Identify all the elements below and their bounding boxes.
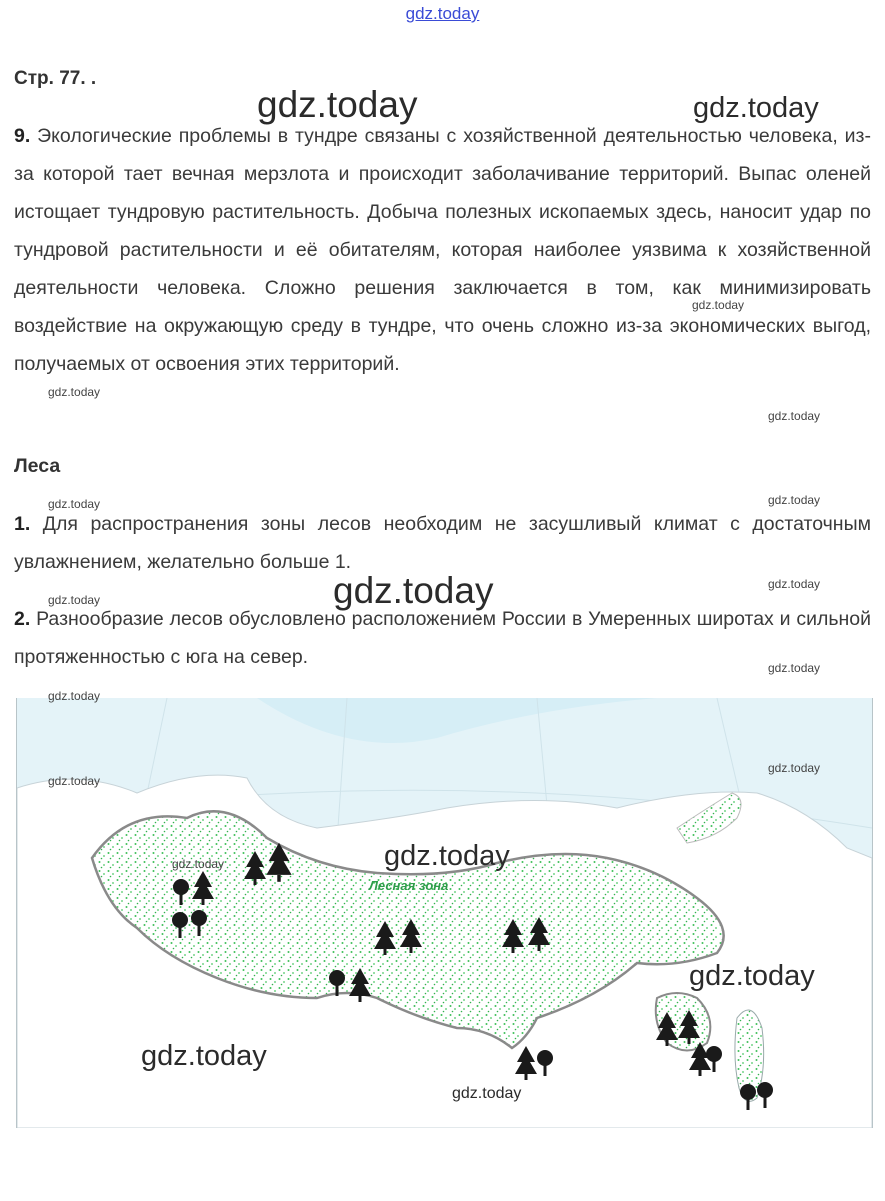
watermark: gdz.today: [48, 497, 101, 511]
watermark: gdz.today: [172, 857, 225, 871]
watermark: gdz.today: [768, 409, 821, 423]
watermark: gdz.today: [48, 774, 101, 788]
map-zone-label: Лесная зона: [369, 878, 449, 893]
watermark: gdz.today: [693, 92, 819, 124]
watermark: gdz.today: [333, 570, 494, 611]
watermark: gdz.today: [48, 593, 101, 607]
answer-text: Разнообразие лесов обусловлено расположением России в Умеренных широтах и сильной протяженностью с юга на север.: [14, 608, 872, 668]
watermark: gdz.today: [768, 493, 821, 507]
answer-text: Для распространения зоны лесов необходим не засушливый климат с достаточным увлажнением, желательно больше 1.: [14, 513, 871, 573]
answer-9: [14, 117, 871, 383]
watermark: gdz.today: [692, 298, 745, 312]
watermark: gdz.today: [48, 385, 101, 399]
watermark: gdz.today: [689, 960, 815, 992]
answer-text: Экологические проблемы в тундре связаны с хозяйственной деятельностью человека, из-за которой тает вечная мерзлота и происходит заболачивание территорий. Выпас оленей истощает тундровую растительность. Добыча полезных ископаемых здесь, наносит удар по тундровой растительности и её обитателям, которая наиболее уязвима к хозяйственной деятельности человека. Сложно решения заключается в том, как минимизировать воздействие на окружающую среду в тундре, что очень сложно из-за экономических выгод, получаемых от освоения этих территорий.: [14, 125, 871, 375]
watermark: gdz.today: [384, 840, 510, 872]
section-title-forests: Леса: [14, 455, 61, 477]
page-reference: Стр. 77. .: [14, 68, 97, 89]
watermark: gdz.today: [768, 761, 821, 775]
answer-number: 1.: [14, 513, 31, 535]
answer-number: 2.: [14, 608, 31, 630]
answer-number: 9.: [14, 125, 31, 147]
watermark: gdz.today: [48, 689, 101, 703]
watermark: gdz.today: [257, 84, 418, 125]
site-link[interactable]: gdz.today: [405, 4, 480, 23]
watermark: gdz.today: [141, 1040, 267, 1072]
watermark: gdz.today: [452, 1085, 522, 1102]
watermark: gdz.today: [768, 577, 821, 591]
watermark: gdz.today: [768, 661, 821, 675]
